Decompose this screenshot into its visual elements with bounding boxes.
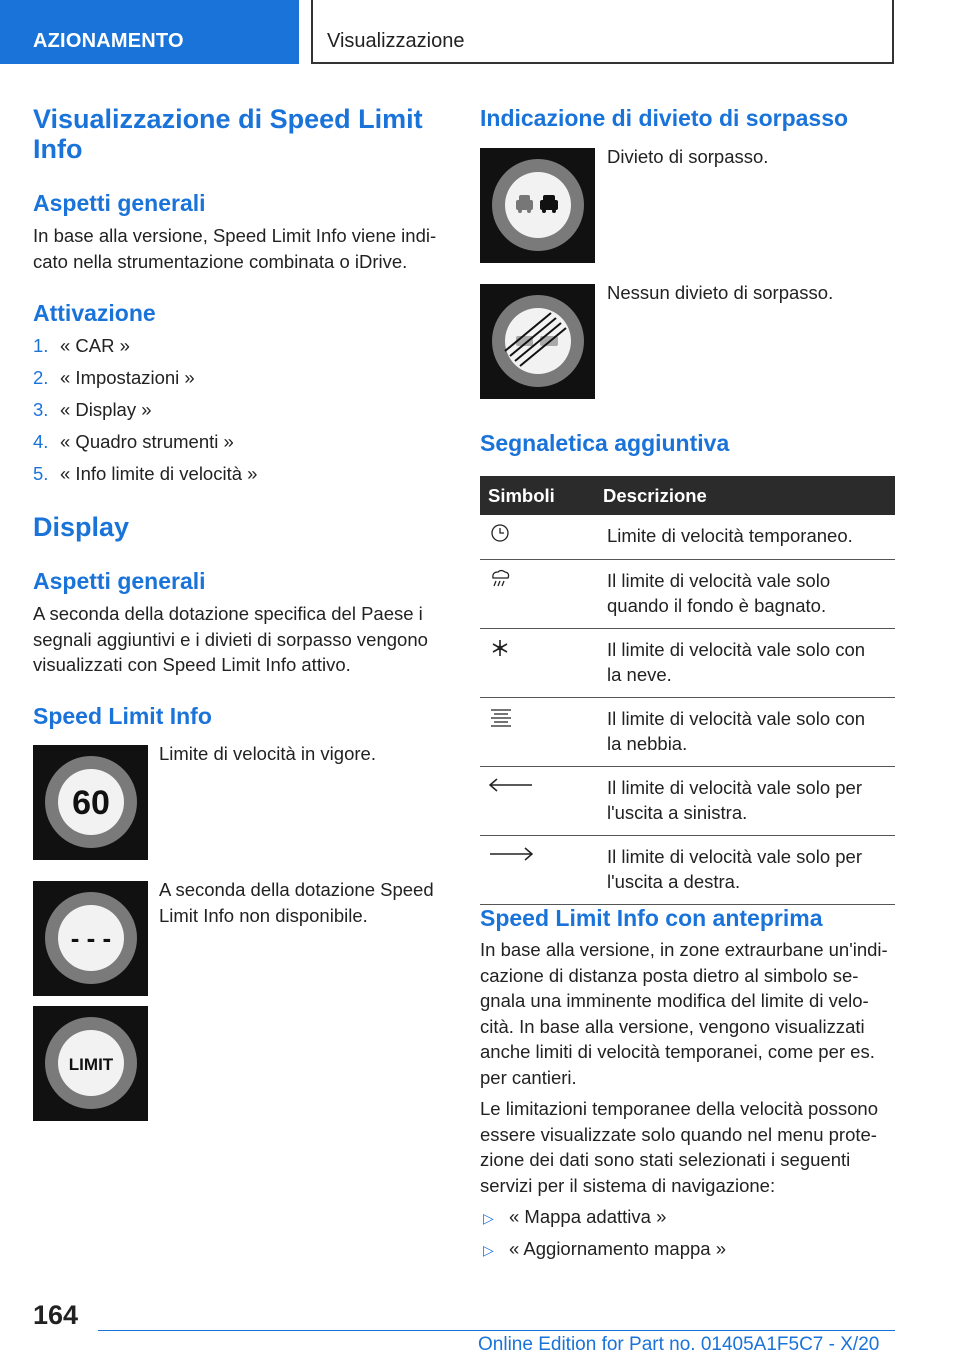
text-line: A seconda della dotazione specifica del Paese i	[33, 603, 423, 624]
sign-caption: Nessun divieto di sorpasso.	[607, 282, 834, 303]
heading-overtaking: Indicazione di divieto di sorpasso	[480, 105, 849, 131]
text-line: In base alla versione, in zone extraurbane un'indi-	[480, 939, 888, 960]
section-title: AZIONAMENTO	[33, 30, 184, 52]
text-line: la nebbia.	[607, 733, 688, 754]
text-line: A seconda della dotazione Speed	[159, 879, 434, 900]
text-line: servizi per il sistema di navigazione:	[480, 1174, 776, 1196]
text-line: quando il fondo è bagnato.	[607, 595, 827, 616]
step-number: 3.	[33, 399, 49, 420]
symbols-table	[480, 476, 895, 905]
text-line: Il limite di velocità vale solo con	[607, 708, 866, 729]
heading-activation: Attivazione	[33, 300, 156, 326]
symbol-cell	[480, 515, 583, 560]
sign-caption	[159, 877, 434, 928]
text-line: cazione di distanza posta dietro al simbolo se-	[480, 964, 859, 986]
heading-speed-limit-info: Speed Limit Info	[33, 703, 212, 729]
table-row	[480, 560, 895, 629]
text-line: essere visualizzate solo quando nel menu prote-	[480, 1123, 877, 1145]
bullet-text: « Mappa adattiva »	[509, 1206, 667, 1227]
preview-paragraph	[480, 1096, 878, 1198]
symbol-cell	[480, 836, 583, 905]
speed-limit-unavailable-sign	[33, 881, 148, 996]
step-number: 2.	[33, 367, 49, 388]
table-row	[480, 836, 895, 905]
table-row	[480, 767, 895, 836]
text-line: Il limite di velocità vale solo per	[607, 846, 862, 867]
fog-icon	[488, 706, 514, 728]
text-line: l'uscita a destra.	[607, 871, 741, 892]
description-cell	[583, 629, 895, 698]
description-cell	[583, 767, 895, 836]
step-text: « Info limite di velocità »	[60, 463, 258, 484]
text-line: In base alla versione, Speed Limit Info viene indi-	[33, 225, 437, 246]
step-text: « Impostazioni »	[60, 367, 195, 388]
section-tab	[0, 0, 299, 64]
rain-cloud-icon	[488, 568, 512, 590]
end-no-overtaking-sign	[480, 284, 595, 399]
step-text: « Display »	[60, 399, 152, 420]
step-text: « Quadro strumenti »	[60, 431, 234, 452]
sign-limit-text: LIMIT	[68, 1055, 114, 1074]
text-line: la neve.	[607, 664, 672, 685]
description-cell	[583, 515, 895, 560]
symbol-cell	[480, 698, 583, 767]
column-header: Simboli	[480, 476, 583, 515]
page-title-line: Info	[33, 134, 83, 164]
table-header-row	[480, 476, 895, 515]
text-line: l'uscita a sinistra.	[607, 802, 748, 823]
limit-sign	[33, 1006, 148, 1121]
display-paragraph	[33, 601, 428, 678]
step-number: 5.	[33, 463, 49, 484]
text-line: per cantieri.	[480, 1066, 577, 1088]
page-title	[33, 104, 423, 164]
text-line: Il limite di velocità vale solo per	[607, 777, 862, 798]
table-row	[480, 698, 895, 767]
heading-preview: Speed Limit Info con anteprima	[480, 905, 823, 931]
chapter-tab	[311, 0, 894, 64]
text-line: Il limite di velocità vale solo con	[607, 639, 866, 660]
text-line: cato nella strumentazione combinata o iDrive.	[33, 250, 408, 272]
footer-divider	[98, 1330, 895, 1331]
description-cell	[583, 698, 895, 767]
bullet-marker: ▷	[483, 1242, 494, 1258]
speed-limit-60-sign	[33, 745, 148, 860]
general-paragraph	[33, 223, 436, 274]
text-line: cità. In base alla versione, vengono visualizzati	[480, 1015, 865, 1037]
text-line: visualizzati con Speed Limit Info attivo.	[33, 654, 351, 675]
text-line: segnali aggiuntivi e i divieti di sorpasso vengono	[33, 628, 428, 650]
sign-dashes: - - -	[70, 923, 112, 953]
column-header: Descrizione	[583, 476, 895, 515]
arrow-left-icon	[488, 775, 534, 795]
snowflake-icon	[488, 637, 512, 659]
text-line: Limite di velocità temporaneo.	[607, 525, 853, 546]
symbol-cell	[480, 767, 583, 836]
step-text: « CAR »	[60, 335, 130, 356]
text-line: Le limitazioni temporanee della velocità possono	[480, 1098, 878, 1119]
heading-display-general: Aspetti generali	[33, 568, 206, 594]
bullet-text: « Aggiornamento mappa »	[509, 1238, 727, 1259]
sign-number: 60	[72, 784, 110, 822]
arrow-right-icon	[488, 844, 534, 864]
preview-paragraph	[480, 937, 888, 1090]
description-cell	[583, 836, 895, 905]
heading-general: Aspetti generali	[33, 190, 206, 216]
text-line: Il limite di velocità vale solo	[607, 570, 831, 591]
text-line: gnala una imminente modifica del limite di velo-	[480, 990, 869, 1011]
clock-icon	[488, 523, 512, 543]
page-number: 164	[33, 1300, 79, 1330]
heading-display: Display	[33, 512, 130, 542]
no-overtaking-sign	[480, 148, 595, 263]
footer-edition: Online Edition for Part no. 01405A1F5C7 - X/20	[478, 1334, 880, 1355]
sign-caption: Divieto di sorpasso.	[607, 146, 769, 167]
sign-caption: Limite di velocità in vigore.	[159, 743, 376, 764]
step-number: 1.	[33, 335, 49, 356]
text-line: Limit Info non disponibile.	[159, 904, 368, 926]
table-row	[480, 629, 895, 698]
symbol-cell	[480, 560, 583, 629]
text-line: anche limiti di velocità temporanei, come per es.	[480, 1041, 875, 1062]
text-line: zione dei dati sono stati selezionati i seguenti	[480, 1149, 851, 1170]
heading-additional-signs: Segnaletica aggiuntiva	[480, 430, 730, 456]
bullet-marker: ▷	[483, 1210, 494, 1226]
chapter-title: Visualizzazione	[327, 30, 465, 52]
symbol-cell	[480, 629, 583, 698]
step-number: 4.	[33, 431, 49, 452]
table-row	[480, 515, 895, 560]
description-cell	[583, 560, 895, 629]
page-title-line: Visualizzazione di Speed Limit	[33, 104, 423, 134]
